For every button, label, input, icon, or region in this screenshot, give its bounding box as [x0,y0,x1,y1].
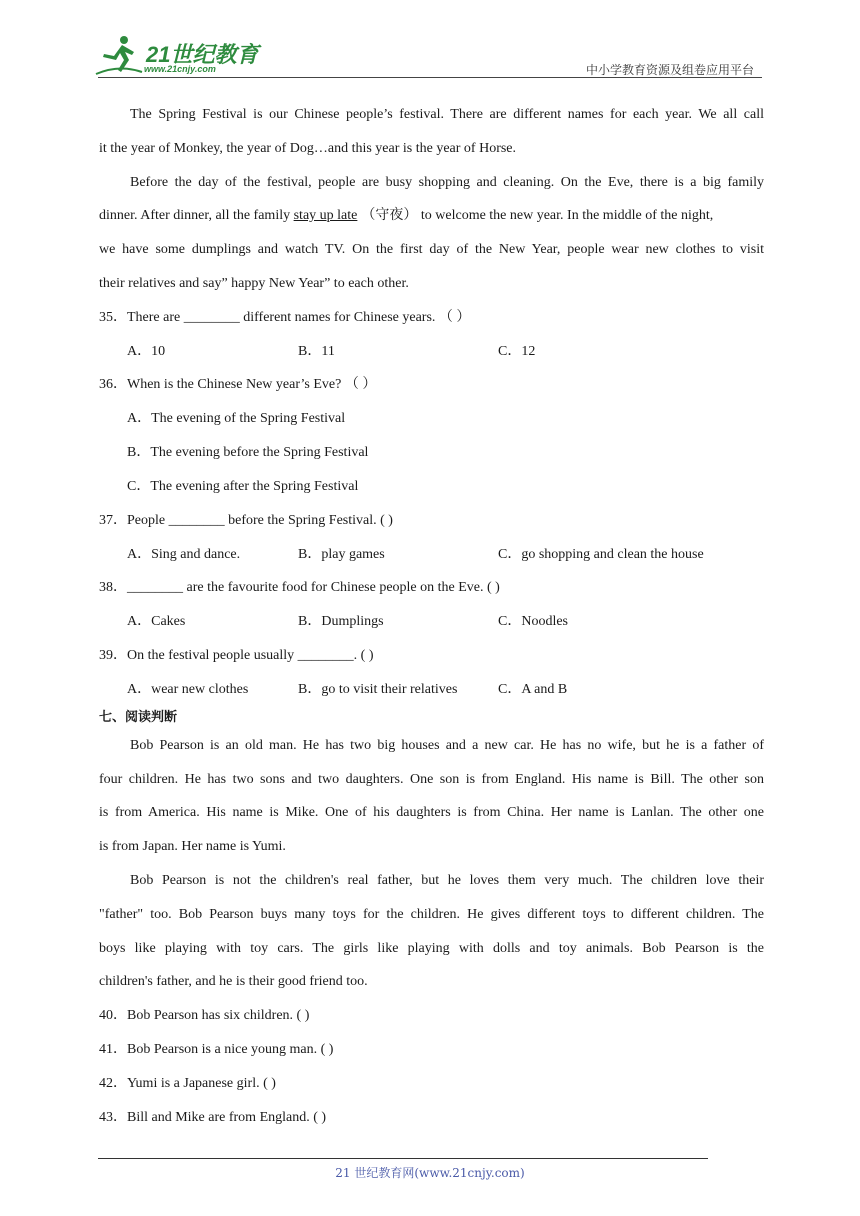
question-stem: 35．There are ________ different names for Chinese years. （ ） [99,310,471,325]
passage-line: Bob Pearson is an old man. He has two big houses and a new car. He has no wife, but he is a father of [130,738,764,753]
passage-line: "father" too. Bob Pearson buys many toys for the children. He gives different toys to different children. The [99,907,764,922]
answer-option[interactable]: B．play games [298,547,385,562]
footer-divider [98,1158,708,1159]
question-stem: 37．People ________ before the Spring Festival. ( ) [99,513,393,528]
judgement-question: 40．Bob Pearson has six children. ( ) [99,1008,310,1023]
section-title: 七、阅读判断 [99,710,178,725]
passage-line: Before the day of the festival, people are busy shopping and cleaning. On the Eve, there is a big family [130,175,764,190]
passage-line: The Spring Festival is our Chinese people’s festival. There are different names for each year. We all call [130,107,764,122]
judgement-question: 41．Bob Pearson is a nice young man. ( ) [99,1042,334,1057]
passage-line [99,206,764,226]
answer-option[interactable]: B．The evening before the Spring Festival [127,445,369,460]
answer-option[interactable]: B．go to visit their relatives [298,682,458,697]
passage-line: is from America. His name is Mike. One of his daughters is from China. Her name is Lanlan. The other one [99,805,764,820]
passage-line: it the year of Monkey, the year of Dog…and this year is the year of Horse. [99,141,517,156]
answer-option[interactable]: A．Sing and dance. [127,547,241,562]
answer-option[interactable]: C．A and B [498,682,568,697]
answer-option[interactable]: B．Dumplings [298,614,384,629]
judgement-question: 42．Yumi is a Japanese girl. ( ) [99,1076,276,1091]
passage-line: their relatives and say” happy New Year” to each other. [99,276,409,291]
passage-line: Bob Pearson is not the children's real father, but he loves them very much. The children love their [130,873,764,888]
passage-line: we have some dumplings and watch TV. On the first day of the New Year, people wear new clothes to visit [99,242,764,257]
answer-option[interactable]: A．10 [127,344,166,359]
site-logo[interactable] [94,34,264,78]
answer-option[interactable]: A．The evening of the Spring Festival [127,411,346,426]
passage-line: is from Japan. Her name is Yumi. [99,839,286,854]
answer-option[interactable]: A．Cakes [127,614,186,629]
page-header [0,0,860,80]
question-stem: 38．________ are the favourite food for Chinese people on the Eve. ( ) [99,580,500,595]
answer-option[interactable]: B．11 [298,344,335,359]
passage-line: boys like playing with toy cars. The girls like playing with dolls and toy animals. Bob Pearson is the [99,941,764,956]
passage-text: dinner. After dinner, all the family [99,208,294,223]
logo-url: www.21cnjy.com [144,64,216,74]
answer-option[interactable]: C．12 [498,344,536,359]
passage-line: four children. He has two sons and two daughters. One son is from England. His name is Bill. The other son [99,772,764,787]
logo-text: 21世纪教育 [146,42,259,67]
passage-line: children's father, and he is their good friend too. [99,974,368,989]
header-platform-title: 中小学教育资源及组卷应用平台 [585,63,754,77]
answer-option[interactable]: C．The evening after the Spring Festival [127,479,359,494]
footer-text[interactable]: 21 世纪教育网(www.21cnjy.com) [335,1166,525,1180]
answer-option[interactable]: A．wear new clothes [127,682,249,697]
answer-option[interactable]: C．go shopping and clean the house [498,547,704,562]
runner-icon [94,34,144,78]
underlined-phrase: stay up late [293,208,358,223]
question-stem: 36．When is the Chinese New year’s Eve? （ ） [99,377,377,392]
question-stem: 39．On the festival people usually ________. ( ) [99,648,374,663]
header-divider [98,77,762,78]
answer-option[interactable]: C．Noodles [498,614,568,629]
passage-text: （守夜） to welcome the new year. In the middle of the night, [361,208,714,223]
judgement-question: 43．Bill and Mike are from England. ( ) [99,1110,327,1125]
